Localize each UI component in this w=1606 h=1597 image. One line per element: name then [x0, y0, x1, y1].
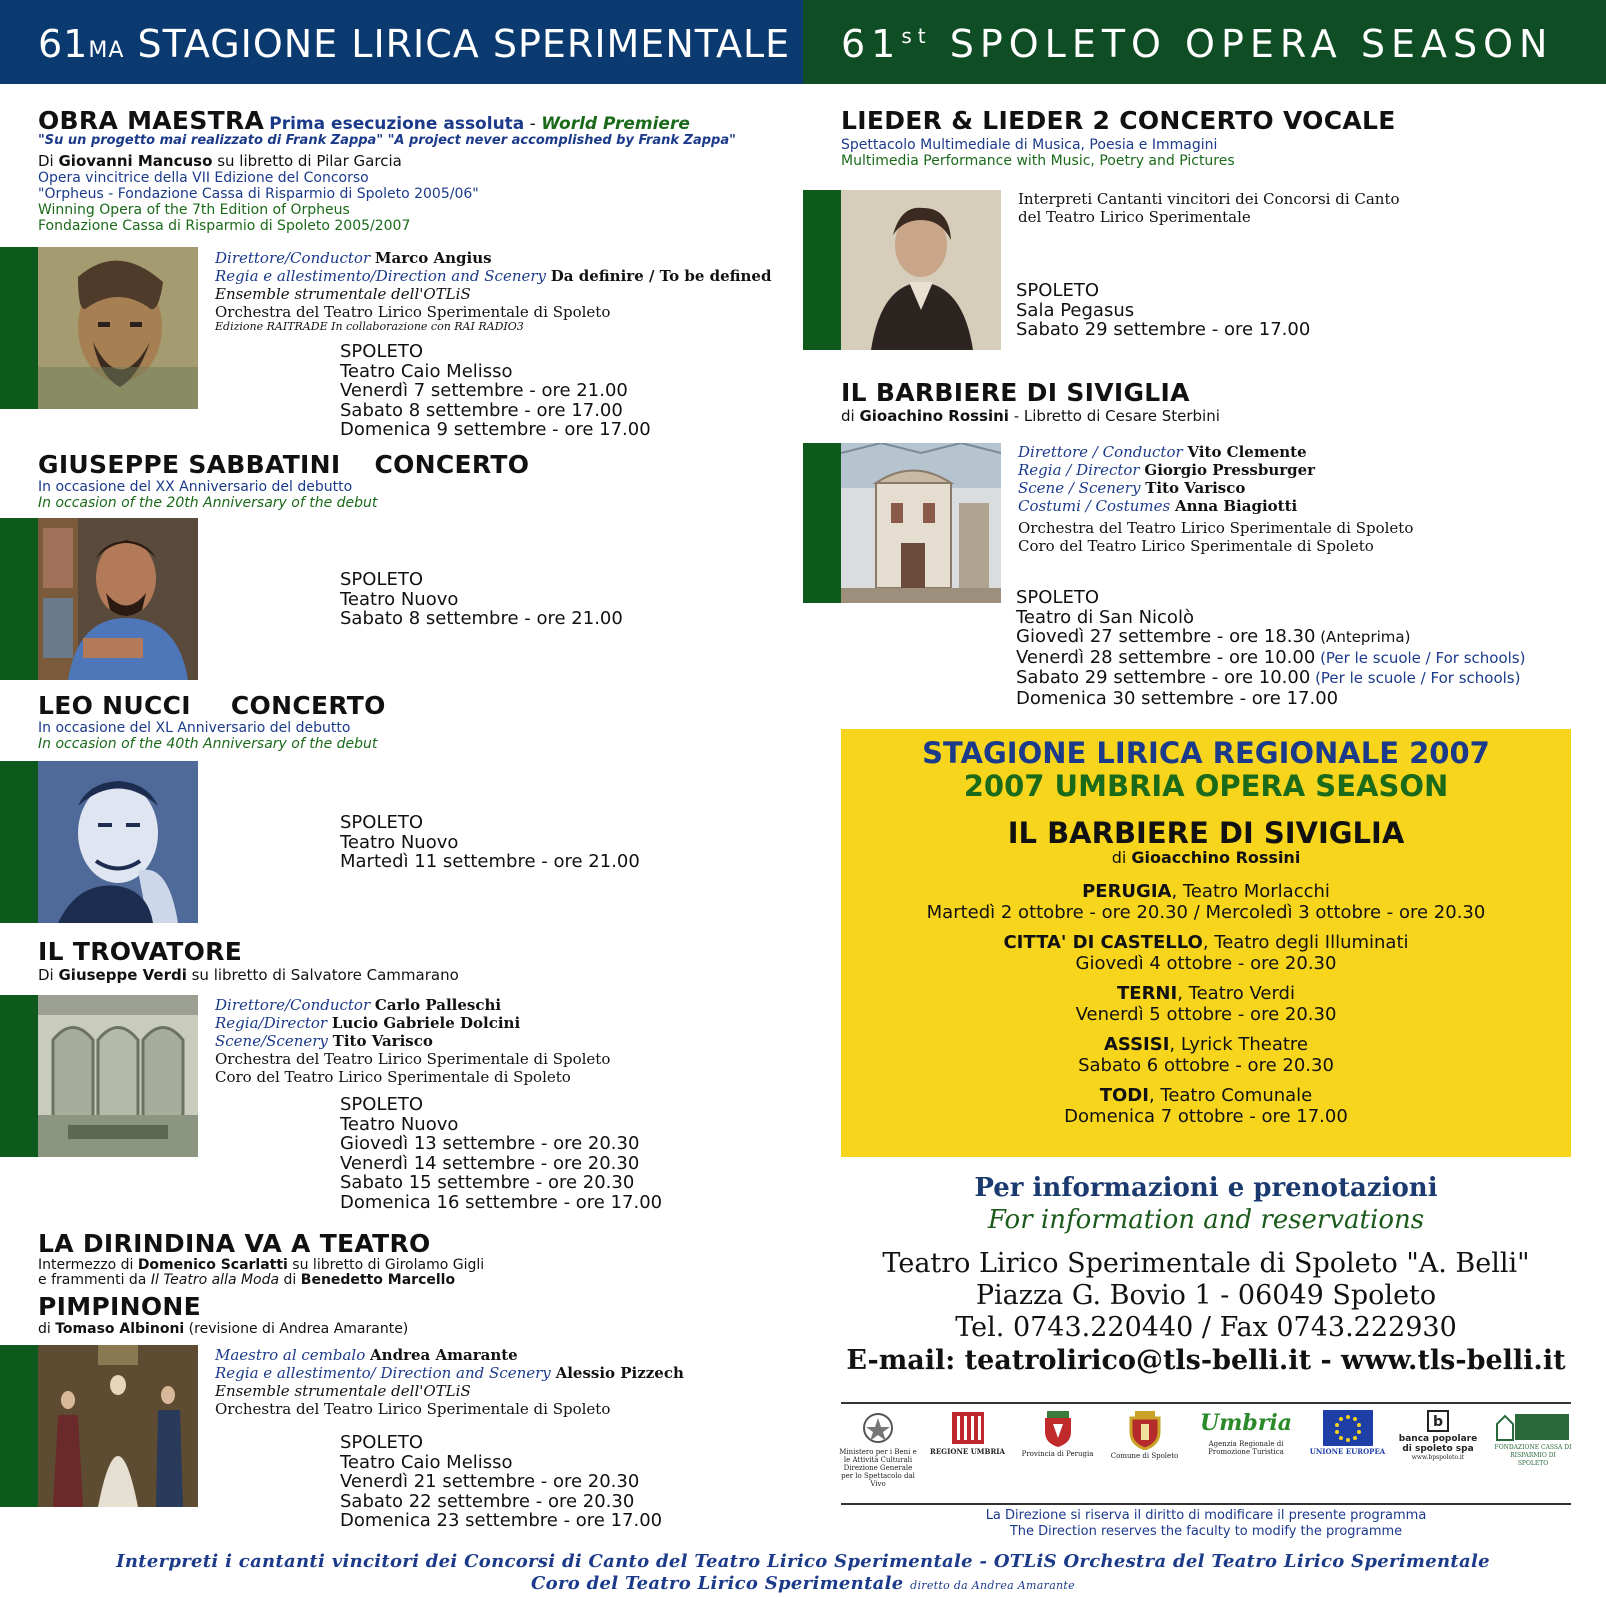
nucci-venue: [340, 813, 640, 872]
pimpinone-title: PIMPINONE: [38, 1292, 202, 1321]
obra-premiere-it: Prima esecuzione assoluta: [269, 114, 525, 134]
ue-logo: [1300, 1410, 1395, 1456]
trovatore-composer: Giuseppe Verdi: [58, 966, 187, 984]
regione-logo: [925, 1410, 1010, 1456]
obra-ensemble: Ensemble strumentale dell'OTLiS: [215, 285, 471, 303]
info-title-en: For information and reservations: [987, 1205, 1425, 1235]
nucci-sub-it: In occasione del XL Anniversario del debutto: [38, 720, 351, 736]
obra-direction: Da definire / To be defined: [550, 267, 772, 285]
obra-section: [38, 106, 736, 234]
regional-dates: Venerdì 5 ottobre - ore 20.30: [1075, 1004, 1337, 1025]
header-right-title: SPOLETO OPERA SEASON: [949, 22, 1554, 66]
regional-city: CITTA' DI CASTELLO: [1003, 932, 1203, 953]
trovatore-venue-line: Domenica 16 settembre - ore 17.00: [340, 1191, 663, 1213]
sabbatini-venue-line: Sabato 8 settembre - ore 21.00: [340, 608, 623, 629]
barbiere-photo: [841, 443, 1001, 603]
obra-dash: -: [524, 114, 542, 134]
nucci-section: [38, 691, 386, 753]
obra-conductor-role: Direttore/Conductor: [215, 249, 371, 267]
regional-place: , Teatro Verdi: [1177, 983, 1295, 1004]
trovatore-bar: [0, 995, 40, 1157]
header-left-title: STAGIONE LIRICA SPERIMENTALE: [137, 22, 791, 66]
obra-venue-line: Sabato 8 settembre - ore 17.00: [340, 399, 623, 421]
obra-venue-line: Domenica 9 settembre - ore 17.00: [340, 419, 651, 440]
regional-place: , Lyrick Theatre: [1169, 1034, 1308, 1055]
lieder-venue-line: Sabato 29 settembre - ore 17.00: [1016, 319, 1311, 340]
info-phone[interactable]: Tel. 0743.220440 / Fax 0743.222930: [955, 1312, 1457, 1343]
obra-credits: [215, 249, 771, 333]
barbiere-by-pre: di: [841, 407, 860, 425]
dirindina-l1c: su libretto di Girolamo Gigli: [287, 1257, 485, 1273]
comune-logo: [1102, 1410, 1187, 1460]
dirindina-venue-line: Venerdì 21 settembre - ore 20.30: [340, 1471, 640, 1492]
trovatore-title: IL TROVATORE: [38, 937, 243, 966]
barbiere-venue-note: (Per le scuole / For schools): [1310, 669, 1521, 687]
regional-dates: Giovedì 4 ottobre - ore 20.30: [1075, 953, 1337, 974]
lieder-credit1: Interpreti Cantanti vincitori dei Concorsi di Canto: [1018, 190, 1400, 208]
ministero-logo: [838, 1410, 918, 1488]
obra-title: OBRA MAESTRA: [38, 106, 265, 135]
sabbatini-bar: [0, 518, 40, 680]
regione-label: REGIONE UMBRIA: [930, 1447, 1005, 1456]
regional-stop: [841, 932, 1571, 974]
comune-crest-icon: [1126, 1410, 1164, 1450]
umbria-label: Agenzia Regionale di Promozione Turistica: [1208, 1440, 1284, 1456]
regional-title-en: 2007 UMBRIA OPERA SEASON: [963, 769, 1449, 803]
obra-quote: "Su un progetto mai realizzato di Frank Zappa" "A project never accomplished by Frank Zappa": [38, 133, 736, 148]
regional-dates: Martedì 2 ottobre - ore 20.30 / Mercoledì 3 ottobre - ore 20.30: [926, 902, 1486, 923]
sabbatini-title: GIUSEPPE SABBATINI: [38, 450, 341, 479]
barbiere-director: Giorgio Pressburger: [1144, 461, 1316, 479]
dirindina-l2a: e frammenti da: [38, 1272, 151, 1288]
regional-stop: [841, 1085, 1571, 1127]
pimpinone-l3a: di: [38, 1321, 56, 1337]
provincia-logo: [1015, 1410, 1100, 1458]
regional-composer: Gioacchino Rossini: [1131, 848, 1301, 867]
regional-dates: Domenica 7 ottobre - ore 17.00: [1064, 1106, 1348, 1127]
ministero-label: Ministero per i Beni e le Attività Culturali Direzione Generale per lo Spettacolo dal Vivo: [839, 1448, 917, 1488]
umbria-logo: [1198, 1410, 1294, 1456]
footer: [0, 1551, 1606, 1597]
info-theatre: Teatro Lirico Sperimentale di Spoleto "A. Belli": [882, 1248, 1530, 1279]
regional-city: TODI: [1099, 1085, 1149, 1106]
barbiere-venue: [1016, 588, 1525, 708]
banca-emblem-icon: [1427, 1410, 1449, 1432]
barbiere-scenery-role: Scene / Scenery: [1018, 479, 1141, 497]
trovatore-venue: [340, 1095, 662, 1212]
trovatore-venue-line: Venerdì 14 settembre - ore 20.30: [340, 1152, 640, 1174]
svg-text:b: b: [1432, 1414, 1444, 1430]
lieder-bar: [803, 190, 843, 350]
sabbatini-concert: CONCERTO: [374, 450, 530, 479]
dirindina-direction-role: Regia e allestimento/ Direction and Scenery: [215, 1364, 551, 1382]
fondazione-label: FONDAZIONE CASSA DI RISPARMIO DI SPOLETO: [1494, 1444, 1572, 1467]
barbiere-scenery: Tito Varisco: [1145, 479, 1246, 497]
dirindina-venue-line: Domenica 23 settembre - ore 17.00: [340, 1510, 663, 1531]
header-left-number: 61: [38, 22, 89, 66]
dirindina-composer: Domenico Scarlatti: [137, 1257, 288, 1273]
ue-label: UNIONE EUROPEA: [1309, 1447, 1386, 1456]
trovatore-scenery: Tito Varisco: [332, 1032, 433, 1050]
obra-venue: [340, 342, 651, 440]
regional-city: ASSISI: [1104, 1034, 1170, 1055]
sabbatini-venue-line: Teatro Nuovo: [340, 588, 459, 610]
barbiere-orchestra: Orchestra del Teatro Lirico Sperimentale di Spoleto: [1018, 519, 1414, 537]
nucci-bar: [0, 761, 40, 923]
comune-label: Comune di Spoleto: [1110, 1452, 1179, 1460]
lieder-credit2: del Teatro Lirico Sperimentale: [1018, 208, 1251, 226]
trovatore-by-post: su libretto di Salvatore Cammarano: [186, 966, 459, 984]
barbiere-costumes: Anna Biagiotti: [1174, 497, 1298, 515]
trovatore-venue-line: Teatro Nuovo: [340, 1113, 459, 1135]
nucci-venue-line: Martedì 11 settembre - ore 21.00: [340, 851, 640, 872]
footer-director: diretto da Andrea Amarante: [910, 1579, 1075, 1592]
nucci-venue-line: SPOLETO: [340, 812, 424, 833]
obra-bar: [0, 247, 40, 409]
info-email-web[interactable]: E-mail: teatrolirico@tls-belli.it - www.tls-belli.it: [846, 1345, 1566, 1376]
barbiere-venue-line: Giovedì 27 settembre - ore 18.30: [1016, 626, 1316, 647]
footer-line2: Coro del Teatro Lirico Sperimentale: [531, 1573, 904, 1594]
regional-opera: IL BARBIERE DI SIVIGLIA: [1007, 816, 1405, 850]
obra-line2: Opera vincitrice della VII Edizione del Concorso: [38, 170, 369, 186]
barbiere-venue-note: (Anteprima): [1315, 628, 1411, 646]
dirindina-venue-line: Sabato 22 settembre - ore 20.30: [340, 1490, 635, 1512]
sabbatini-sub-en: In occasion of the 20th Anniversary of the debut: [38, 495, 378, 511]
regional-place: , Teatro Comunale: [1148, 1085, 1313, 1106]
header-right-number: 61: [841, 22, 902, 66]
regione-umbria-icon: [950, 1410, 986, 1446]
obra-composer: Giovanni Mancuso: [58, 152, 213, 170]
regional-city: PERUGIA: [1082, 881, 1172, 902]
obra-venue-line: Teatro Caio Melisso: [340, 360, 513, 382]
trovatore-conductor: Carlo Palleschi: [374, 996, 502, 1014]
info-title-it: Per informazioni e prenotazioni: [974, 1173, 1438, 1203]
pimpinone-composer: Tomaso Albinoni: [55, 1321, 185, 1337]
disclaimer-en: The Direction reserves the faculty to modify the programme: [1009, 1524, 1403, 1539]
lieder-sub2: Multimedia Performance with Music, Poetry and Pictures: [841, 153, 1235, 169]
barbiere-venue-line: Domenica 30 settembre - ore 17.00: [1016, 687, 1339, 709]
header-left-suffix: MA: [88, 38, 125, 63]
trovatore-choir: Coro del Teatro Lirico Sperimentale di Spoleto: [215, 1068, 571, 1086]
regional-stop: [841, 983, 1571, 1025]
barbiere-credits: [1018, 443, 1413, 555]
dirindina-l1a: Intermezzo di: [38, 1257, 138, 1273]
regional-stop: [841, 1034, 1571, 1076]
trovatore-director-role: Regia/Director: [215, 1014, 328, 1032]
obra-orchestra: Orchestra del Teatro Lirico Sperimentale di Spoleto: [215, 303, 611, 321]
provincia-label: Provincia di Perugia: [1021, 1450, 1094, 1458]
trovatore-venue-line: Sabato 15 settembre - ore 20.30: [340, 1172, 635, 1193]
lieder-credits: [1018, 190, 1400, 226]
obra-line3: "Orpheus - Fondazione Cassa di Risparmio di Spoleto 2005/06": [38, 186, 479, 202]
lieder-venue: [1016, 281, 1310, 340]
lieder-title: LIEDER & LIEDER 2 CONCERTO VOCALE: [841, 106, 1396, 135]
barbiere-section: [841, 378, 1220, 425]
trovatore-director: Lucio Gabriele Dolcini: [331, 1014, 521, 1032]
obra-line5: Fondazione Cassa di Risparmio di Spoleto 2005/2007: [38, 218, 411, 234]
regional-place: , Teatro degli Illuminati: [1202, 932, 1409, 953]
regional-season-box: [841, 729, 1571, 1157]
nucci-concert: CONCERTO: [230, 691, 386, 720]
dirindina-marcello: Benedetto Marcello: [300, 1272, 456, 1288]
dirindina-photo: [38, 1345, 198, 1507]
provincia-crest-icon: [1041, 1410, 1075, 1448]
barbiere-venue-line: Sabato 29 settembre - ore 10.00: [1016, 667, 1311, 688]
barbiere-choir: Coro del Teatro Lirico Sperimentale di Spoleto: [1018, 537, 1374, 555]
barbiere-venue-line: SPOLETO: [1016, 587, 1100, 608]
dirindina-venue-line: SPOLETO: [340, 1432, 424, 1453]
banca-logo: [1398, 1410, 1478, 1462]
dirindina-harpsichord: Andrea Amarante: [370, 1346, 518, 1364]
divider-bottom: [841, 1503, 1571, 1505]
obra-by-pre: Di: [38, 152, 59, 170]
barbiere-costumes-role: Costumi / Costumes: [1018, 497, 1171, 515]
dirindina-orchestra: Orchestra del Teatro Lirico Sperimentale di Spoleto: [215, 1400, 611, 1418]
trovatore-section: [38, 937, 459, 984]
trovatore-scenery-role: Scene/Scenery: [215, 1032, 328, 1050]
header-right-suffix: st: [901, 24, 932, 48]
dirindina-bar: [0, 1345, 40, 1507]
dirindina-venue: [340, 1433, 662, 1531]
barbiere-conductor-role: Direttore / Conductor: [1018, 443, 1183, 461]
dirindina-credits: [215, 1346, 684, 1418]
banca-url: www.bpspoleto.it: [1411, 1454, 1465, 1461]
lieder-venue-line: SPOLETO: [1016, 280, 1100, 301]
barbiere-venue-line: Teatro di San Nicolò: [1016, 606, 1194, 628]
info-section: [841, 1172, 1571, 1378]
obra-line4: Winning Opera of the 7th Edition of Orpheus: [38, 202, 350, 218]
barbiere-venue-note: (Per le scuole / For schools): [1315, 648, 1526, 667]
obra-edition: Edizione RAITRADE In collaborazione con RAI RADIO3: [215, 320, 524, 333]
sabbatini-photo: [38, 518, 198, 680]
lieder-sub1: Spettacolo Multimediale di Musica, Poesia e Immagini: [841, 137, 1218, 153]
barbiere-title: IL BARBIERE DI SIVIGLIA: [841, 378, 1190, 407]
regional-stop: [841, 881, 1571, 923]
trovatore-credits: [215, 996, 610, 1086]
eu-flag-icon: [1323, 1410, 1373, 1446]
barbiere-director-role: Regia / Director: [1018, 461, 1140, 479]
regional-dates: Sabato 6 ottobre - ore 20.30: [1078, 1055, 1334, 1076]
lieder-venue-line: Sala Pegasus: [1016, 299, 1135, 321]
dirindina-title: LA DIRINDINA VA A TEATRO: [38, 1229, 431, 1258]
trovatore-conductor-role: Direttore/Conductor: [215, 996, 371, 1014]
sabbatini-section: [38, 450, 529, 512]
nucci-photo: [38, 761, 198, 923]
umbria-wordmark: Umbria: [1199, 1410, 1293, 1436]
trovatore-venue-line: Giovedì 13 settembre - ore 20.30: [340, 1133, 640, 1154]
banca-label: banca popolare di spoleto spa: [1398, 1434, 1478, 1454]
trovatore-by-pre: Di: [38, 966, 59, 984]
barbiere-composer: Gioachino Rossini: [859, 407, 1009, 425]
pimpinone-l3c: (revisione di Andrea Amarante): [184, 1321, 409, 1337]
obra-venue-line: Venerdì 7 settembre - ore 21.00: [340, 380, 628, 401]
dirindina-ensemble: Ensemble strumentale dell'OTLiS: [215, 1382, 471, 1400]
dirindina-harpsichord-role: Maestro al cembalo: [215, 1346, 366, 1364]
info-address: Piazza G. Bovio 1 - 06049 Spoleto: [975, 1280, 1437, 1311]
barbiere-bar: [803, 443, 843, 603]
nucci-venue-line: Teatro Nuovo: [340, 831, 459, 853]
lieder-photo: [841, 190, 1001, 350]
dirindina-direction: Alessio Pizzech: [555, 1364, 684, 1382]
fondazione-logo: [1494, 1410, 1572, 1468]
regional-place: , Teatro Morlacchi: [1171, 881, 1330, 902]
trovatore-orchestra: Orchestra del Teatro Lirico Sperimentale di Spoleto: [215, 1050, 611, 1068]
trovatore-venue-line: SPOLETO: [340, 1094, 424, 1115]
sabbatini-venue-line: SPOLETO: [340, 569, 424, 590]
regional-by-pre: di: [1111, 848, 1132, 867]
nucci-title: LEO NUCCI: [38, 691, 191, 720]
ministero-emblem-icon: [857, 1410, 899, 1446]
obra-photo: [38, 247, 198, 409]
barbiere-venue-line: Venerdì 28 settembre - ore 10.00: [1016, 646, 1316, 668]
dirindina-section: [38, 1229, 484, 1337]
footer-line1: Interpreti i cantanti vincitori dei Concorsi di Canto del Teatro Lirico Sperimentale - OTLiS Orchestra del Teatro Lirico Sperimentale: [116, 1551, 1490, 1572]
disclaimer-it: La Direzione si riserva il diritto di modificare il presente programma: [985, 1508, 1427, 1523]
header-right: [803, 0, 1606, 84]
sabbatini-sub-it: In occasione del XX Anniversario del debutto: [38, 479, 353, 495]
regional-city: TERNI: [1117, 983, 1178, 1004]
disclaimer: [841, 1508, 1571, 1540]
dirindina-l2c: di: [279, 1272, 301, 1288]
obra-venue-line: SPOLETO: [340, 341, 424, 362]
obra-conductor: Marco Angius: [374, 249, 492, 267]
lieder-section: [841, 106, 1396, 169]
trovatore-photo: [38, 995, 198, 1157]
barbiere-conductor: Vito Clemente: [1187, 443, 1307, 461]
obra-premiere-en: World Premiere: [541, 114, 690, 134]
header-left: [0, 0, 803, 84]
barbiere-by-post: - Libretto di Cesare Sterbini: [1008, 407, 1220, 425]
fondazione-building-icon: [1495, 1410, 1571, 1442]
nucci-sub-en: In occasion of the 40th Anniversary of the debut: [38, 736, 378, 752]
obra-by-post: su libretto di Pilar Garcia: [212, 152, 402, 170]
sabbatini-venue: [340, 570, 623, 629]
divider-top: [841, 1402, 1571, 1404]
dirindina-work: Il Teatro alla Moda: [150, 1272, 280, 1288]
dirindina-venue-line: Teatro Caio Melisso: [340, 1451, 513, 1473]
regional-title-it: STAGIONE LIRICA REGIONALE 2007: [922, 736, 1490, 770]
obra-direction-role: Regia e allestimento/Direction and Scenery: [215, 267, 547, 285]
